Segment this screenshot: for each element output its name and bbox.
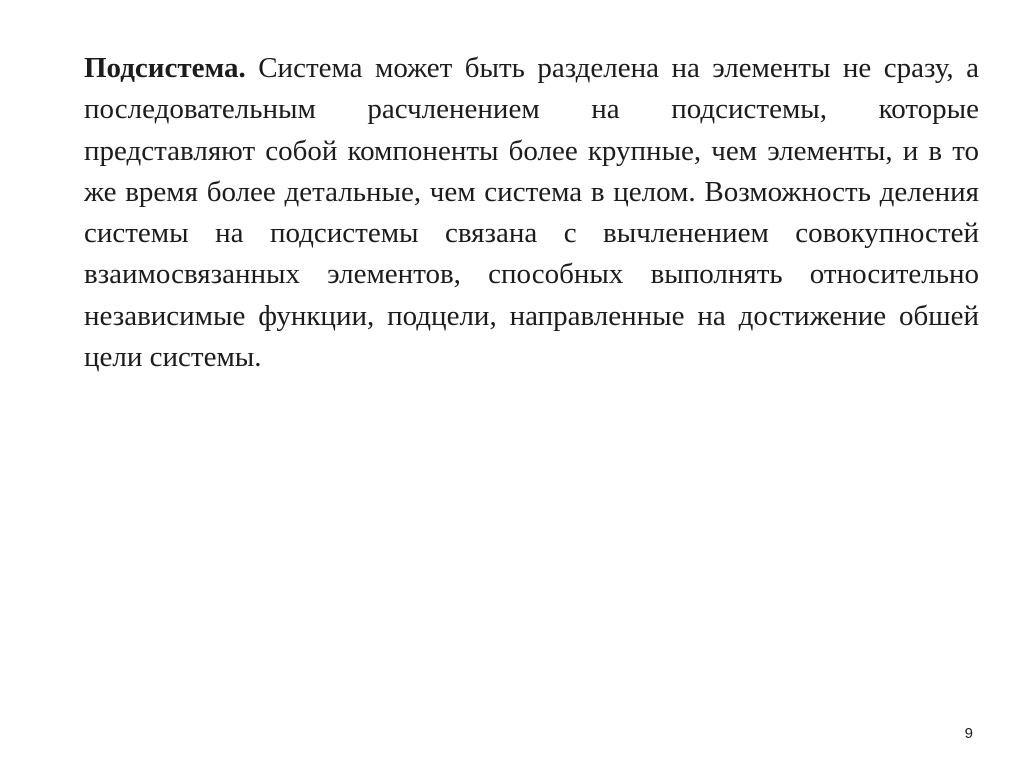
definition-text: Система может быть разделена на элементы не сразу, а последовательным расчленением на подсистемы, которые представляют собой компоненты более крупные, чем элементы, и в то же время более детальные, чем система в целом. Возможность деления системы на подсистемы связана с вычленением совокупностей взаимосвязанных элементов, способных выполнять относительно независимые функции, подцели, направленные на достижение обшей цели системы. bbox=[84, 52, 979, 374]
definition-paragraph bbox=[84, 48, 979, 378]
definition-term: Подсистема. bbox=[84, 52, 246, 84]
page-number: 9 bbox=[964, 725, 973, 742]
